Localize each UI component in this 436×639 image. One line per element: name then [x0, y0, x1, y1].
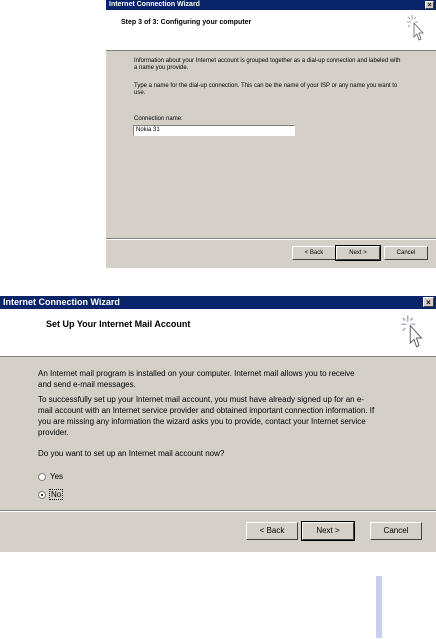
wizard-header — [0, 309, 436, 357]
wizard-sparkle-cursor-icon — [406, 13, 428, 45]
radio-yes-circle[interactable] — [38, 473, 46, 481]
radio-no[interactable] — [38, 490, 62, 499]
radio-no-circle[interactable] — [38, 491, 46, 499]
divider — [0, 510, 436, 512]
setup-question: Do you want to set up an Internet mail account now? — [38, 449, 225, 458]
back-button[interactable]: < Back — [246, 522, 298, 540]
title-bar[interactable] — [106, 0, 436, 10]
divider — [106, 238, 436, 240]
window-title: Internet Connection Wizard — [3, 297, 120, 307]
step-title: Set Up Your Internet Mail Account — [46, 319, 191, 329]
radio-yes[interactable] — [38, 472, 63, 481]
next-button[interactable]: Next > — [302, 522, 354, 540]
close-icon: × — [427, 2, 432, 9]
connection-name-input[interactable]: Nokia 31 — [133, 125, 295, 136]
cancel-button[interactable]: Cancel — [384, 246, 428, 260]
connection-name-label: Connection name: — [134, 116, 183, 122]
wizard-dialog-step3 — [106, 0, 436, 268]
instruction-text: Type a name for the dial-up connection. This can be the name of your ISP or any name you want to use. — [134, 83, 398, 96]
radio-no-label: No — [51, 490, 62, 499]
requirements-paragraph: To successfully set up your Internet mail account, you must have already signed up for an e-mail account with an Internet service provider and obtained important connection information. If you are missing any information the wizard asks you to provide, contact your Internet service provider. — [38, 395, 375, 437]
step-title: Step 3 of 3: Configuring your computer — [121, 19, 252, 26]
cancel-button[interactable]: Cancel — [370, 522, 422, 540]
title-bar[interactable] — [0, 296, 436, 309]
radio-yes-label: Yes — [50, 472, 64, 481]
back-button[interactable]: < Back — [292, 246, 336, 260]
close-icon: × — [426, 298, 431, 307]
window-title: Internet Connection Wizard — [109, 1, 200, 8]
wizard-sparkle-cursor-icon — [400, 313, 428, 353]
page-side-bar — [376, 576, 382, 638]
next-button[interactable]: Next > — [336, 246, 380, 260]
close-button[interactable] — [425, 1, 434, 9]
wizard-dialog-mail-account — [0, 296, 436, 552]
intro-paragraph: An Internet mail program is installed on your computer. Internet mail allows you to receive and send e-mail messages. — [38, 369, 355, 389]
close-button[interactable] — [423, 297, 434, 307]
intro-text: Information about your Internet account is grouped together as a dial-up connection and labeled with a name you provide. — [134, 58, 401, 71]
wizard-header — [106, 10, 436, 51]
